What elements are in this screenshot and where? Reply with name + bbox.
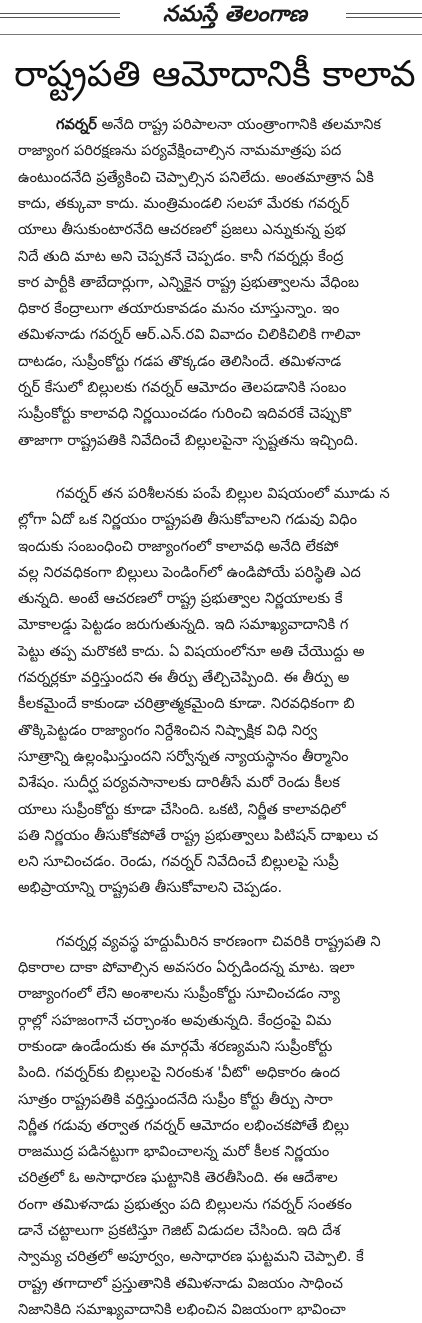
masthead-rule-left bbox=[0, 13, 120, 18]
article-line: రాజ్యాంగ పరిరక్షణను పర్యవేక్షించాల్సిన నామమాత్రపు పద bbox=[18, 142, 342, 160]
article-line: తాజాగా రాష్ట్రపతికి నివేదించే బిల్లులపైనా స్పష్టతను ఇచ్చింది. bbox=[18, 431, 359, 449]
masthead bbox=[0, 0, 422, 40]
masthead-divider bbox=[0, 34, 422, 35]
article-line bbox=[0, 112, 422, 138]
article-line: పెట్టు తప్ప మరొకటి కాదు. ఏ విషయంలోనూ అతి చేయొద్దు అ bbox=[18, 642, 365, 660]
article-line: లని సూచించడం. రెండు, గవర్నర్ నివేదించే బిల్లులపై సుప్రీ bbox=[18, 853, 339, 871]
article-line-text: అనేది రాష్ట్ర పరిపాలనా యంత్రాంగానికి తలమానిక bbox=[96, 116, 381, 133]
article-line: ఇందుకు సంబంధించి రాజ్యాంగంలో కాలావధి అనేది లేకపో bbox=[18, 537, 339, 555]
newspaper-name: నమస్తే తెలంగాణ bbox=[162, 2, 308, 27]
article-line: సూత్రం రాష్ట్రపతికి వర్తిస్తుందనేది సుప్రీం కోర్టు తీర్పు సారా bbox=[18, 1090, 333, 1108]
article-line: రాజ్యాంగంలో లేని అంశాలను సుప్రీంకోర్టు సూచించడం న్యా bbox=[18, 985, 340, 1003]
article-line: దాటడం, సుప్రీంకోర్టు గడప తొక్కడం తెలిసిందే. తమిళనాడ bbox=[18, 352, 342, 370]
article-line: తున్నది. అంటే ఆచరణలో రాష్ట్ర ప్రభుత్వాల నిర్ణయాలకు కే bbox=[18, 590, 343, 608]
article-line: గవర్నర్ల వ్యవస్థ హద్దుమీరిన కారణంగా చివరికి రాష్ట్రపతి ని bbox=[56, 932, 381, 950]
article-line: తొక్కిపెట్టడం రాజ్యాంగం నిర్దేశించిన నిష్పాక్షిక విధి నిర్వ bbox=[18, 721, 318, 739]
article-line: సుప్రీంకోర్టు కాలావధి నిర్ణయించడం గురించి ఇదివరకే చెప్పుకొ bbox=[18, 405, 352, 423]
editorial-article bbox=[0, 112, 422, 1318]
article-line: ఉంటుందనేది ప్రత్యేకించి చెప్పాల్సిన పనిలేదు. అంతమాత్రాన ఏకి bbox=[18, 168, 374, 186]
masthead-rule-right bbox=[346, 13, 422, 18]
article-line: కార పార్టీకి తాబేదార్లుగా, ఎన్నికైన రాష్ట్ర ప్రభుత్వాలను వేధింబ bbox=[18, 273, 359, 291]
editorial-headline: రాష్ట్రపతి ఆమోదానికీ కాలావ bbox=[14, 54, 416, 95]
article-line: ధికార కేంద్రాలుగా తయారుకావడం మనం చూస్తున్నాం. ఇం bbox=[18, 300, 340, 318]
article-line: కీలకమైందే కాకుండా చరిత్రాత్మకమైంది కూడా. నిరవధికంగా బి bbox=[18, 695, 355, 713]
article-line: రాకుండా ఉండేందుకు ఈ మార్గమే శరణ్యమని సుప్రీంకోర్టు bbox=[18, 1037, 333, 1055]
article-line: రాష్ట్ర తగాదాలో ప్రస్తుతానికి తమిళనాడు విజయం సాధించ bbox=[18, 1274, 344, 1292]
article-line: విశేషం. సుదీర్ఘ పర్యవసానాలకు దారితీసే మరో రెండు కీలక bbox=[18, 774, 340, 792]
article-line: నిర్ణీత గడువు తర్వాత గవర్నర్ ఆమోదం లభించకపోతే బిల్లు bbox=[18, 1116, 350, 1134]
article-line: పతి నిర్ణయం తీసుకోకపోతే రాష్ట్ర ప్రభుత్వాలు పిటిషన్ దాఖలు చ bbox=[18, 826, 379, 844]
article-lead-word: గవర్నర్ bbox=[56, 116, 97, 133]
article-line: మోకాలడ్డు పెట్టడం జరుగుతున్నది. ఇది సమాఖ్యవాదానికి గ bbox=[18, 616, 349, 634]
article-line: డానే చట్టాలుగా ప్రకటిస్తూ గెజిట్ విడుదల చేసింది. ఇది దేశ bbox=[18, 1222, 341, 1239]
article-line: స్వామ్య చరిత్రలో అపూర్వం, అసాధారణ ఘట్టమని చెప్పాలి. కే bbox=[18, 1248, 364, 1266]
article-line: రాజముద్ర పడినట్టుగా భావించాలన్న మరో కీలక నిర్ణయం bbox=[18, 1143, 330, 1161]
article-line: పింది. గవర్నర్‌కు బిల్లులపై నిరంకుశ 'వీటో' అధికారం ఉంద bbox=[18, 1064, 341, 1082]
article-line: సూత్రాన్ని ఉల్లంఘిస్తుందని సర్వోన్నత న్యాయస్థానం తీర్మానిం bbox=[18, 747, 349, 765]
article-line: యాలు తీసుకుంటారనేది ఆచరణలో ప్రజలు ఎన్నుకున్న ప్రభ bbox=[18, 221, 346, 239]
article-line: రంగా తమిళనాడు ప్రభుత్వం పది బిల్లులను గవర్నర్ సంతకం bbox=[18, 1195, 352, 1213]
article-line: కాదు, తక్కువా కాదు. మంత్రిమండలి సలహా మేరకు గవర్నర్ bbox=[18, 194, 350, 212]
article-line: ల్లోగా ఏదో ఒక నిర్ణయం రాష్ట్రపతి తీసుకోవాలని గడువు విధిం bbox=[18, 511, 357, 529]
article-line: యాలు సుప్రీంకోర్టు కూడా చేసింది. ఒకటి, నిర్ణీత కాలావధిలో bbox=[18, 800, 346, 818]
article-line: ర్నర్ కేసులో బిల్లులకు గవర్నర్ ఆమోదం తెలపడానికి సంబం bbox=[18, 379, 347, 396]
article-line: గవర్నర్ తన పరిశీలనకు పంపే బిల్లుల విషయంలో మూడు న bbox=[56, 484, 390, 502]
article-line: ర్గాల్లో సహజంగానే చర్చాంశం అవుతున్నది. కేంద్రంపై విమ bbox=[18, 1011, 332, 1029]
article-line: నిదే తుది మాట అని చెప్పకనే చెప్పడం. కానీ గవర్నర్లు కేంద్ర bbox=[18, 247, 344, 265]
article-line: ధికారాల దాకా పోవాల్సిన అవసరం ఏర్పడిందన్న మాట. ఇలా bbox=[18, 959, 355, 976]
article-line: నిజానికిది సమాఖ్యవాదానికి లభించిన విజయంగా భావించా bbox=[18, 1300, 346, 1318]
article-line: గవర్నర్లకూ వర్తిస్తుందని ఈ తీర్పు తేల్చిచెప్పింది. ఈ తీర్పు అ bbox=[18, 669, 350, 686]
article-line: చరిత్రలో ఓ అసాధారణ ఘట్టానికి తెరతీసింది. ఈ ఆదేశాల bbox=[18, 1169, 338, 1187]
article-line: అభిప్రాయాన్ని రాష్ట్రపతి తీసుకోవాలని చెప్పడం. bbox=[18, 879, 283, 897]
article-line: వల్ల నిరవధికంగా బిల్లులు పెండింగ్‌లో ఉండిపోయే పరిస్థితి ఎద bbox=[18, 563, 361, 581]
article-line: తమిళనాడు గవర్నర్ ఆర్.ఎన్.రవి వివాదం చిలికిచిలికి గాలివా bbox=[18, 326, 361, 344]
